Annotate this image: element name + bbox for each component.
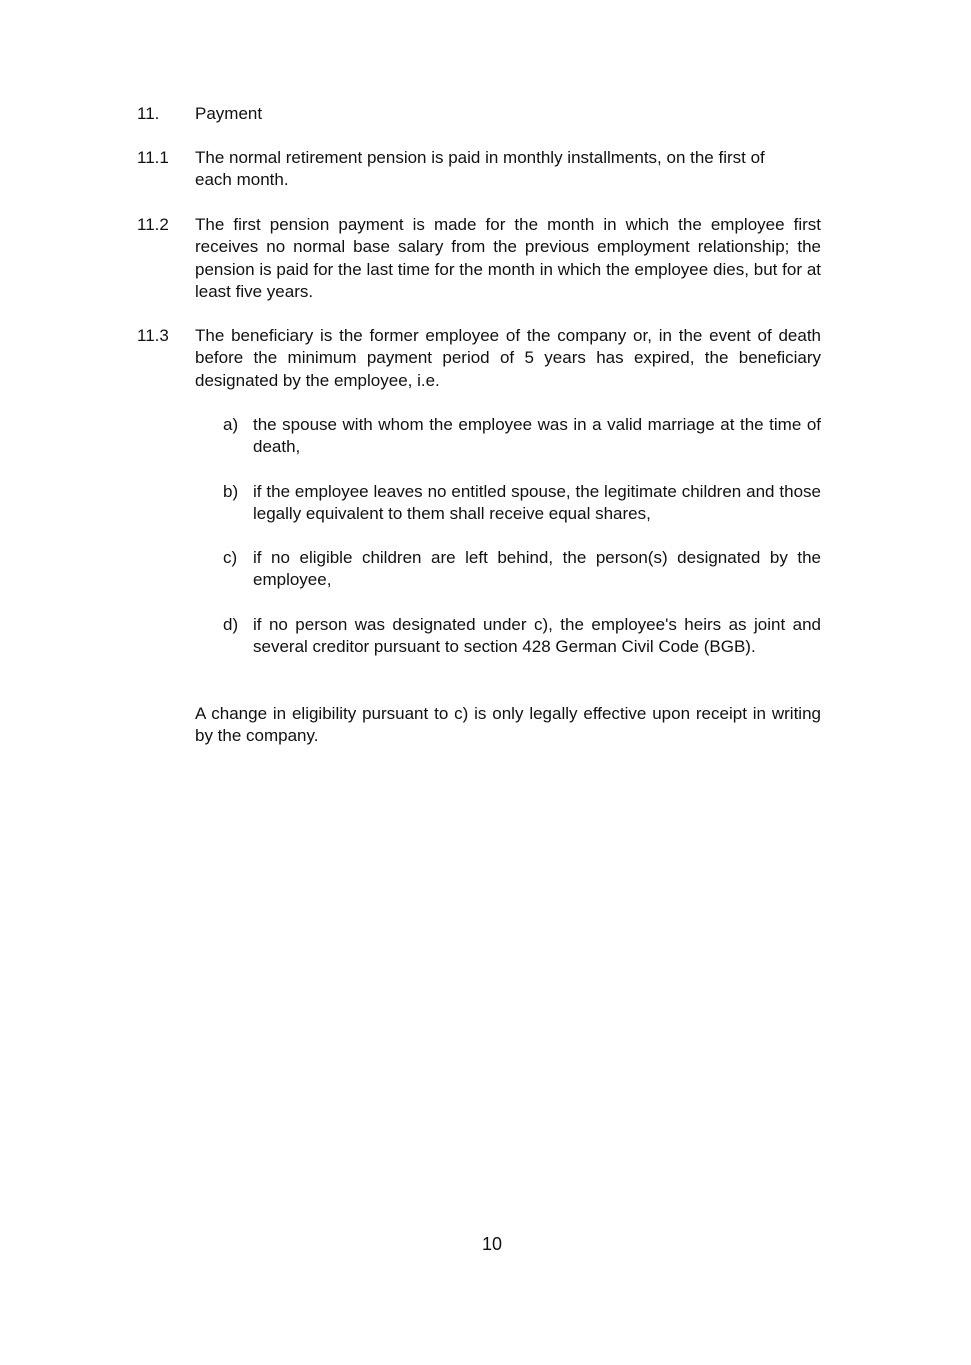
list-text: if the employee leaves no entitled spouse, the legitimate children and those legally equivalent to them shall receive equal shares, [253, 482, 821, 524]
clause-11-3 [137, 325, 821, 392]
clause-number: 11.2 [137, 215, 169, 234]
page-number: 10 [481, 1234, 503, 1254]
list-text: if no person was designated under c), the employee's heirs as joint and several creditor pursuant to section 428 German Civil Code (BGB). [253, 615, 821, 657]
clause-number: 11.1 [137, 148, 169, 167]
beneficiary-item-d [223, 614, 821, 659]
beneficiary-item-a [223, 414, 821, 459]
list-label: d) [223, 615, 239, 634]
list-text: if no eligible children are left behind, the person(s) designated by the employee, [253, 548, 821, 590]
beneficiary-item-c [223, 547, 821, 592]
list-label: b) [223, 482, 239, 501]
list-label: c) [223, 548, 238, 567]
clause-text: The normal retirement pension is paid in monthly installments, on the first of each month. [195, 148, 765, 190]
section-title: Payment [195, 104, 263, 123]
section-number: 11. [137, 104, 160, 123]
list-label: a) [223, 415, 239, 434]
clause-number: 11.3 [137, 326, 169, 345]
clause-11-1 [137, 147, 821, 192]
clause-text: The first pension payment is made for the month in which the employee first receives no normal base salary from the previous employment relationship; the pension is paid for the last time for the month in which the employee dies, but for at least five years. [195, 215, 821, 302]
clause-text: The beneficiary is the former employee of the company or, in the event of death before the minimum payment period of 5 years has expired, the beneficiary designated by the employee, i.e. [195, 326, 821, 390]
clause-11-2 [137, 214, 821, 304]
closing-note: A change in eligibility pursuant to c) is only legally effective upon receipt in writing by the company. [195, 704, 821, 746]
beneficiary-item-b [223, 481, 821, 526]
list-text: the spouse with whom the employee was in a valid marriage at the time of death, [253, 415, 821, 457]
